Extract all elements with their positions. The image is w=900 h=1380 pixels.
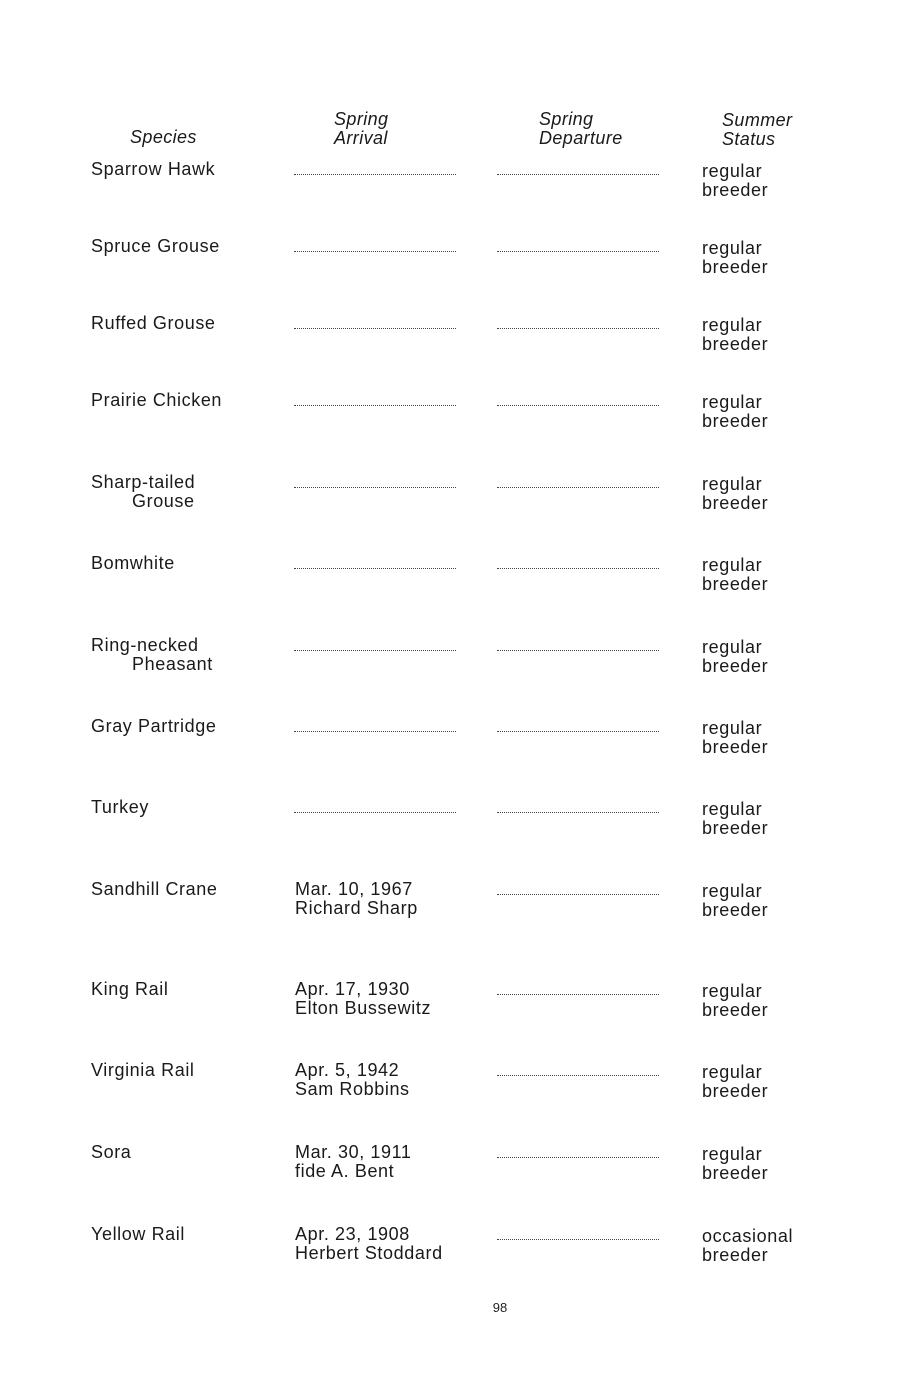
departure-blank-line bbox=[497, 328, 659, 329]
header-species-line: Species bbox=[130, 127, 197, 147]
summer-status-line: regular bbox=[702, 555, 763, 575]
summer-status bbox=[702, 1063, 768, 1101]
summer-status-line: regular bbox=[702, 474, 763, 494]
summer-status-line: occasional bbox=[702, 1226, 794, 1246]
header-arrival-line-2: Arrival bbox=[334, 128, 388, 148]
summer-status-line: breeder bbox=[702, 1163, 769, 1183]
header-spring-departure bbox=[539, 110, 623, 148]
summer-status bbox=[702, 239, 768, 277]
departure-blank-line bbox=[497, 1239, 659, 1240]
spring-arrival-entry bbox=[295, 980, 431, 1018]
arrival-blank-line bbox=[294, 328, 456, 329]
summer-status-line: breeder bbox=[702, 257, 769, 277]
spring-arrival-entry bbox=[295, 880, 418, 918]
arrival-observer: Elton Bussewitz bbox=[295, 998, 432, 1018]
species-name-line: Gray Partridge bbox=[91, 716, 217, 736]
summer-status bbox=[702, 393, 768, 431]
summer-status bbox=[702, 162, 768, 200]
species-name bbox=[91, 1143, 131, 1162]
spring-arrival-entry bbox=[295, 1061, 410, 1099]
header-departure-line-1: Spring bbox=[539, 109, 594, 129]
summer-status-line: regular bbox=[702, 1062, 763, 1082]
header-species bbox=[130, 128, 197, 147]
summer-status-line: breeder bbox=[702, 180, 769, 200]
departure-blank-line bbox=[497, 994, 659, 995]
species-name bbox=[91, 473, 195, 511]
species-name-line: Pheasant bbox=[132, 654, 213, 674]
arrival-date: Mar. 30, 1911 bbox=[295, 1142, 412, 1162]
summer-status-line: regular bbox=[702, 238, 763, 258]
summer-status-line: regular bbox=[702, 637, 763, 657]
header-arrival-line-1: Spring bbox=[334, 109, 389, 129]
summer-status-line: breeder bbox=[702, 1245, 769, 1265]
arrival-blank-line bbox=[294, 251, 456, 252]
summer-status-line: breeder bbox=[702, 656, 769, 676]
arrival-blank-line bbox=[294, 405, 456, 406]
species-name bbox=[91, 1061, 195, 1080]
summer-status-line: regular bbox=[702, 981, 763, 1001]
summer-status bbox=[702, 638, 768, 676]
arrival-observer: Richard Sharp bbox=[295, 898, 418, 918]
summer-status-line: breeder bbox=[702, 900, 769, 920]
species-name bbox=[91, 717, 216, 736]
species-name-line: Virginia Rail bbox=[91, 1060, 195, 1080]
page-number: 98 bbox=[492, 1300, 508, 1315]
species-name-line: Yellow Rail bbox=[91, 1224, 185, 1244]
summer-status-line: regular bbox=[702, 315, 763, 335]
species-name bbox=[91, 554, 175, 573]
summer-status bbox=[702, 719, 768, 757]
summer-status-line: breeder bbox=[702, 818, 769, 838]
arrival-date: Mar. 10, 1967 bbox=[295, 879, 413, 899]
departure-blank-line bbox=[497, 812, 659, 813]
species-name-line: Turkey bbox=[91, 797, 149, 817]
species-name bbox=[91, 1225, 185, 1244]
summer-status-line: breeder bbox=[702, 574, 769, 594]
arrival-blank-line bbox=[294, 812, 456, 813]
summer-status-line: regular bbox=[702, 799, 763, 819]
species-name-line: Grouse bbox=[132, 491, 195, 511]
summer-status-line: breeder bbox=[702, 493, 769, 513]
arrival-blank-line bbox=[294, 174, 456, 175]
species-name bbox=[91, 391, 222, 410]
species-name-line: King Rail bbox=[91, 979, 169, 999]
summer-status bbox=[702, 882, 768, 920]
summer-status bbox=[702, 800, 768, 838]
species-name-line: Ruffed Grouse bbox=[91, 313, 216, 333]
arrival-observer: Sam Robbins bbox=[295, 1079, 410, 1099]
species-name bbox=[91, 798, 149, 817]
species-name-line: Sora bbox=[91, 1142, 132, 1162]
arrival-date: Apr. 17, 1930 bbox=[295, 979, 410, 999]
species-name bbox=[91, 880, 217, 899]
departure-blank-line bbox=[497, 174, 659, 175]
departure-blank-line bbox=[497, 568, 659, 569]
species-name-line: Bomwhite bbox=[91, 553, 175, 573]
departure-blank-line bbox=[497, 1157, 659, 1158]
summer-status bbox=[702, 1227, 793, 1265]
summer-status bbox=[702, 982, 768, 1020]
spring-arrival-entry bbox=[295, 1143, 412, 1181]
species-name-line: Ring-necked bbox=[91, 635, 199, 655]
species-name bbox=[91, 636, 213, 674]
arrival-date: Apr. 23, 1908 bbox=[295, 1224, 410, 1244]
summer-status-line: breeder bbox=[702, 1000, 769, 1020]
species-name bbox=[91, 160, 215, 179]
arrival-date: Apr. 5, 1942 bbox=[295, 1060, 400, 1080]
species-name-line: Sharp-tailed bbox=[91, 472, 196, 492]
header-summer-status bbox=[722, 111, 792, 149]
species-name-line: Sandhill Crane bbox=[91, 879, 218, 899]
summer-status bbox=[702, 316, 768, 354]
summer-status bbox=[702, 1145, 768, 1183]
summer-status bbox=[702, 475, 768, 513]
summer-status-line: breeder bbox=[702, 334, 769, 354]
arrival-blank-line bbox=[294, 731, 456, 732]
species-name bbox=[91, 314, 216, 333]
departure-blank-line bbox=[497, 650, 659, 651]
spring-arrival-entry bbox=[295, 1225, 443, 1263]
departure-blank-line bbox=[497, 894, 659, 895]
species-name-line: Prairie Chicken bbox=[91, 390, 223, 410]
species-name-line: Spruce Grouse bbox=[91, 236, 220, 256]
summer-status-line: regular bbox=[702, 718, 763, 738]
summer-status-line: regular bbox=[702, 1144, 763, 1164]
header-status-line-2: Status bbox=[722, 129, 776, 149]
species-name bbox=[91, 237, 220, 256]
departure-blank-line bbox=[497, 405, 659, 406]
summer-status-line: breeder bbox=[702, 737, 769, 757]
departure-blank-line bbox=[497, 251, 659, 252]
arrival-observer: fide A. Bent bbox=[295, 1161, 395, 1181]
summer-status-line: breeder bbox=[702, 411, 769, 431]
departure-blank-line bbox=[497, 731, 659, 732]
arrival-blank-line bbox=[294, 487, 456, 488]
arrival-observer: Herbert Stoddard bbox=[295, 1243, 443, 1263]
summer-status-line: breeder bbox=[702, 1081, 769, 1101]
summer-status bbox=[702, 556, 768, 594]
departure-blank-line bbox=[497, 487, 659, 488]
species-name bbox=[91, 980, 168, 999]
summer-status-line: regular bbox=[702, 161, 763, 181]
arrival-blank-line bbox=[294, 650, 456, 651]
summer-status-line: regular bbox=[702, 881, 763, 901]
header-spring-arrival bbox=[334, 110, 388, 148]
arrival-blank-line bbox=[294, 568, 456, 569]
species-name-line: Sparrow Hawk bbox=[91, 159, 216, 179]
header-status-line-1: Summer bbox=[722, 110, 793, 130]
summer-status-line: regular bbox=[702, 392, 763, 412]
header-departure-line-2: Departure bbox=[539, 128, 623, 148]
departure-blank-line bbox=[497, 1075, 659, 1076]
